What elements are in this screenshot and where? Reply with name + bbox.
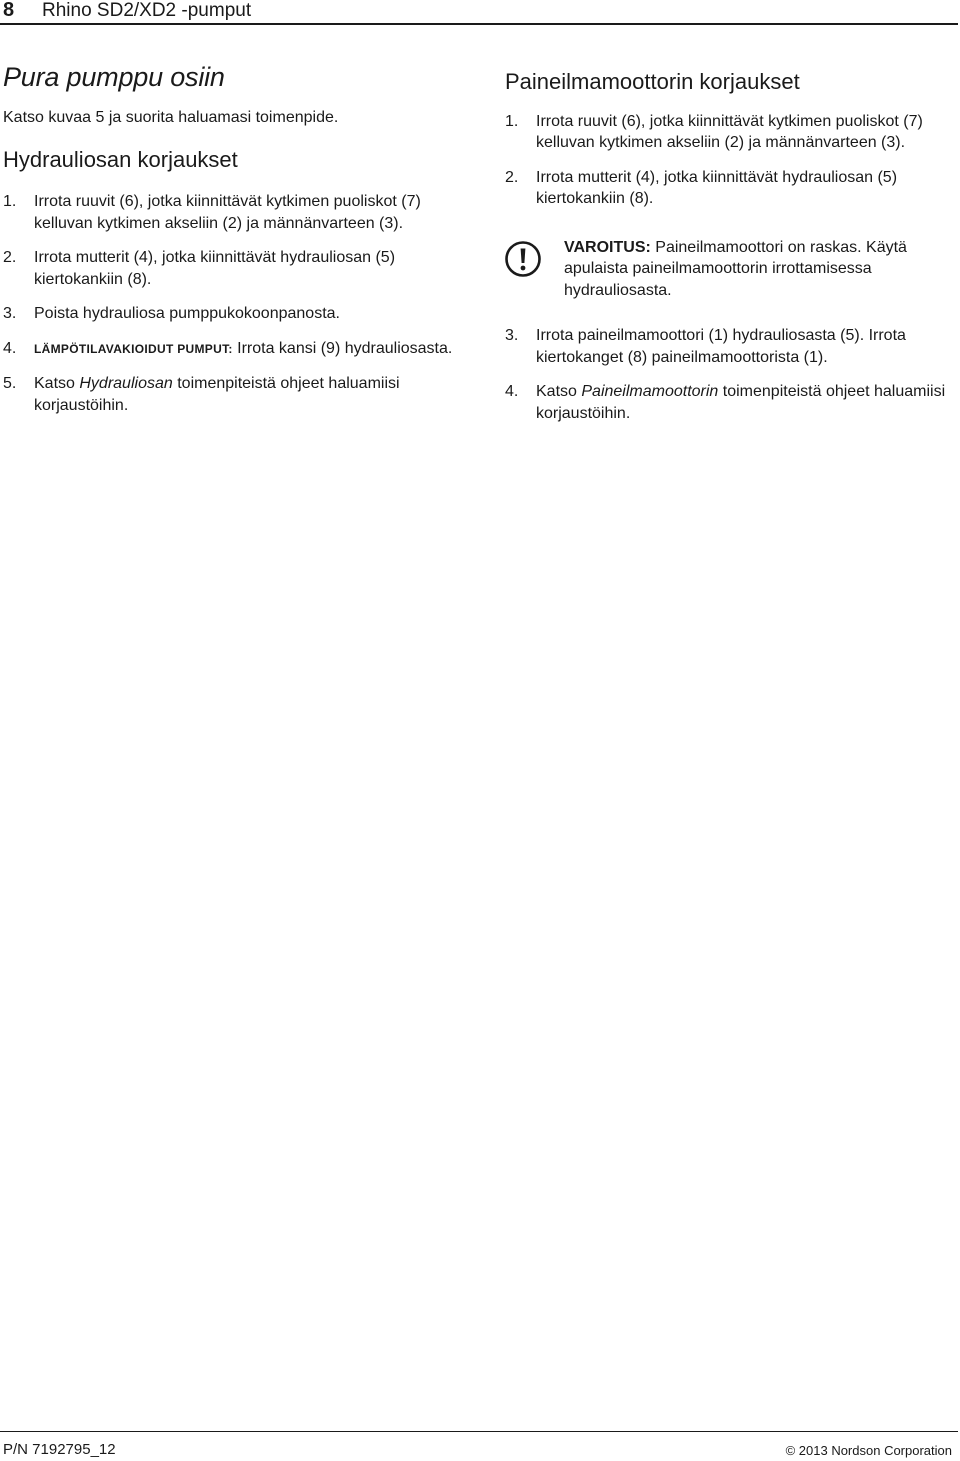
step-number: 2. [3, 249, 17, 267]
section-title-air-motor: Paineilmamoottorin korjaukset [505, 69, 800, 94]
air-motor-steps-list-continued [505, 325, 955, 424]
footer-divider [0, 1431, 958, 1432]
list-item [505, 167, 955, 210]
hydraulic-steps-list [3, 191, 465, 416]
document-title: Rhino SD2/XD2 -pumput [42, 0, 252, 21]
left-column [3, 60, 465, 429]
step-number: 2. [505, 168, 519, 186]
step-number: 3. [505, 327, 519, 345]
list-item [505, 325, 955, 368]
list-item [3, 191, 465, 234]
step-text: Irrota mutterit (4), jotka kiinnittävät hydrauliosan (5) kiertokankiin (8). [536, 168, 898, 208]
page-number: 8 [3, 0, 15, 21]
page-header [0, 0, 960, 24]
step-text: Irrota ruuvit (6), jotka kiinnittävät kytkimen puoliskot (7) kelluvan kytkimen akseliin (2) ja männänvarteen (3). [536, 112, 923, 152]
warning-callout [505, 237, 955, 302]
step-number: 1. [3, 193, 17, 211]
step-text: Poista hydrauliosa pumppukokoonpanosta. [34, 305, 340, 323]
list-item [505, 111, 955, 154]
step-label: LÄMPÖTILAVAKIOIDUT PUMPUT: [34, 341, 233, 356]
list-item [3, 247, 465, 290]
list-item [3, 373, 465, 416]
warning-text: Paineilmamoottori on raskas. Käytä apulaista paineilmamoottorin irrottamisessa hydrauliosasta. [564, 238, 907, 299]
step-text: Irrota paineilmamoottori (1) hydrauliosasta (5). Irrota kiertokanget (8) paineilmamoottorista (1). [536, 327, 906, 366]
warning-label: VAROITUS: [564, 238, 651, 256]
section-title-hydraulic: Hydrauliosan korjaukset [3, 147, 238, 173]
right-column [505, 60, 955, 437]
step-number: 5. [3, 375, 17, 393]
step-text: Irrota kansi (9) hydrauliosasta. [237, 339, 453, 357]
warning-exclamation-icon [505, 241, 541, 277]
step-text-post: toimenpiteistä ohjeet haluamiisi korjaustöihin. [34, 375, 400, 414]
cross-reference: Hydrauliosan [79, 375, 173, 393]
list-item [3, 303, 465, 325]
list-item [505, 381, 955, 424]
step-text: Irrota ruuvit (6), jotka kiinnittävät kytkimen puoliskot (7) kelluvan kytkimen akseliin (2) ja männänvarteen (3). [34, 193, 421, 232]
step-text-pre: Katso [34, 375, 75, 393]
list-item [3, 338, 465, 361]
cross-reference: Paineilmamoottorin [581, 383, 719, 401]
step-number: 4. [3, 339, 17, 357]
step-number: 4. [505, 383, 519, 401]
step-text: Irrota mutterit (4), jotka kiinnittävät hydrauliosan (5) kiertokankiin (8). [34, 249, 396, 288]
page-title: Pura pumppu osiin [3, 62, 225, 92]
intro-text: Katso kuvaa 5 ja suorita haluamasi toimenpide. [3, 109, 339, 127]
part-number: P/N 7192795_12 [3, 1441, 116, 1458]
step-text-pre: Katso [536, 383, 577, 401]
step-text-post: toimenpiteistä ohjeet haluamiisi korjaustöihin. [536, 383, 946, 422]
step-number: 1. [505, 112, 519, 130]
copyright: © 2013 Nordson Corporation [785, 1443, 952, 1458]
air-motor-steps-list [505, 111, 955, 210]
header-divider [0, 23, 958, 25]
step-number: 3. [3, 305, 17, 323]
